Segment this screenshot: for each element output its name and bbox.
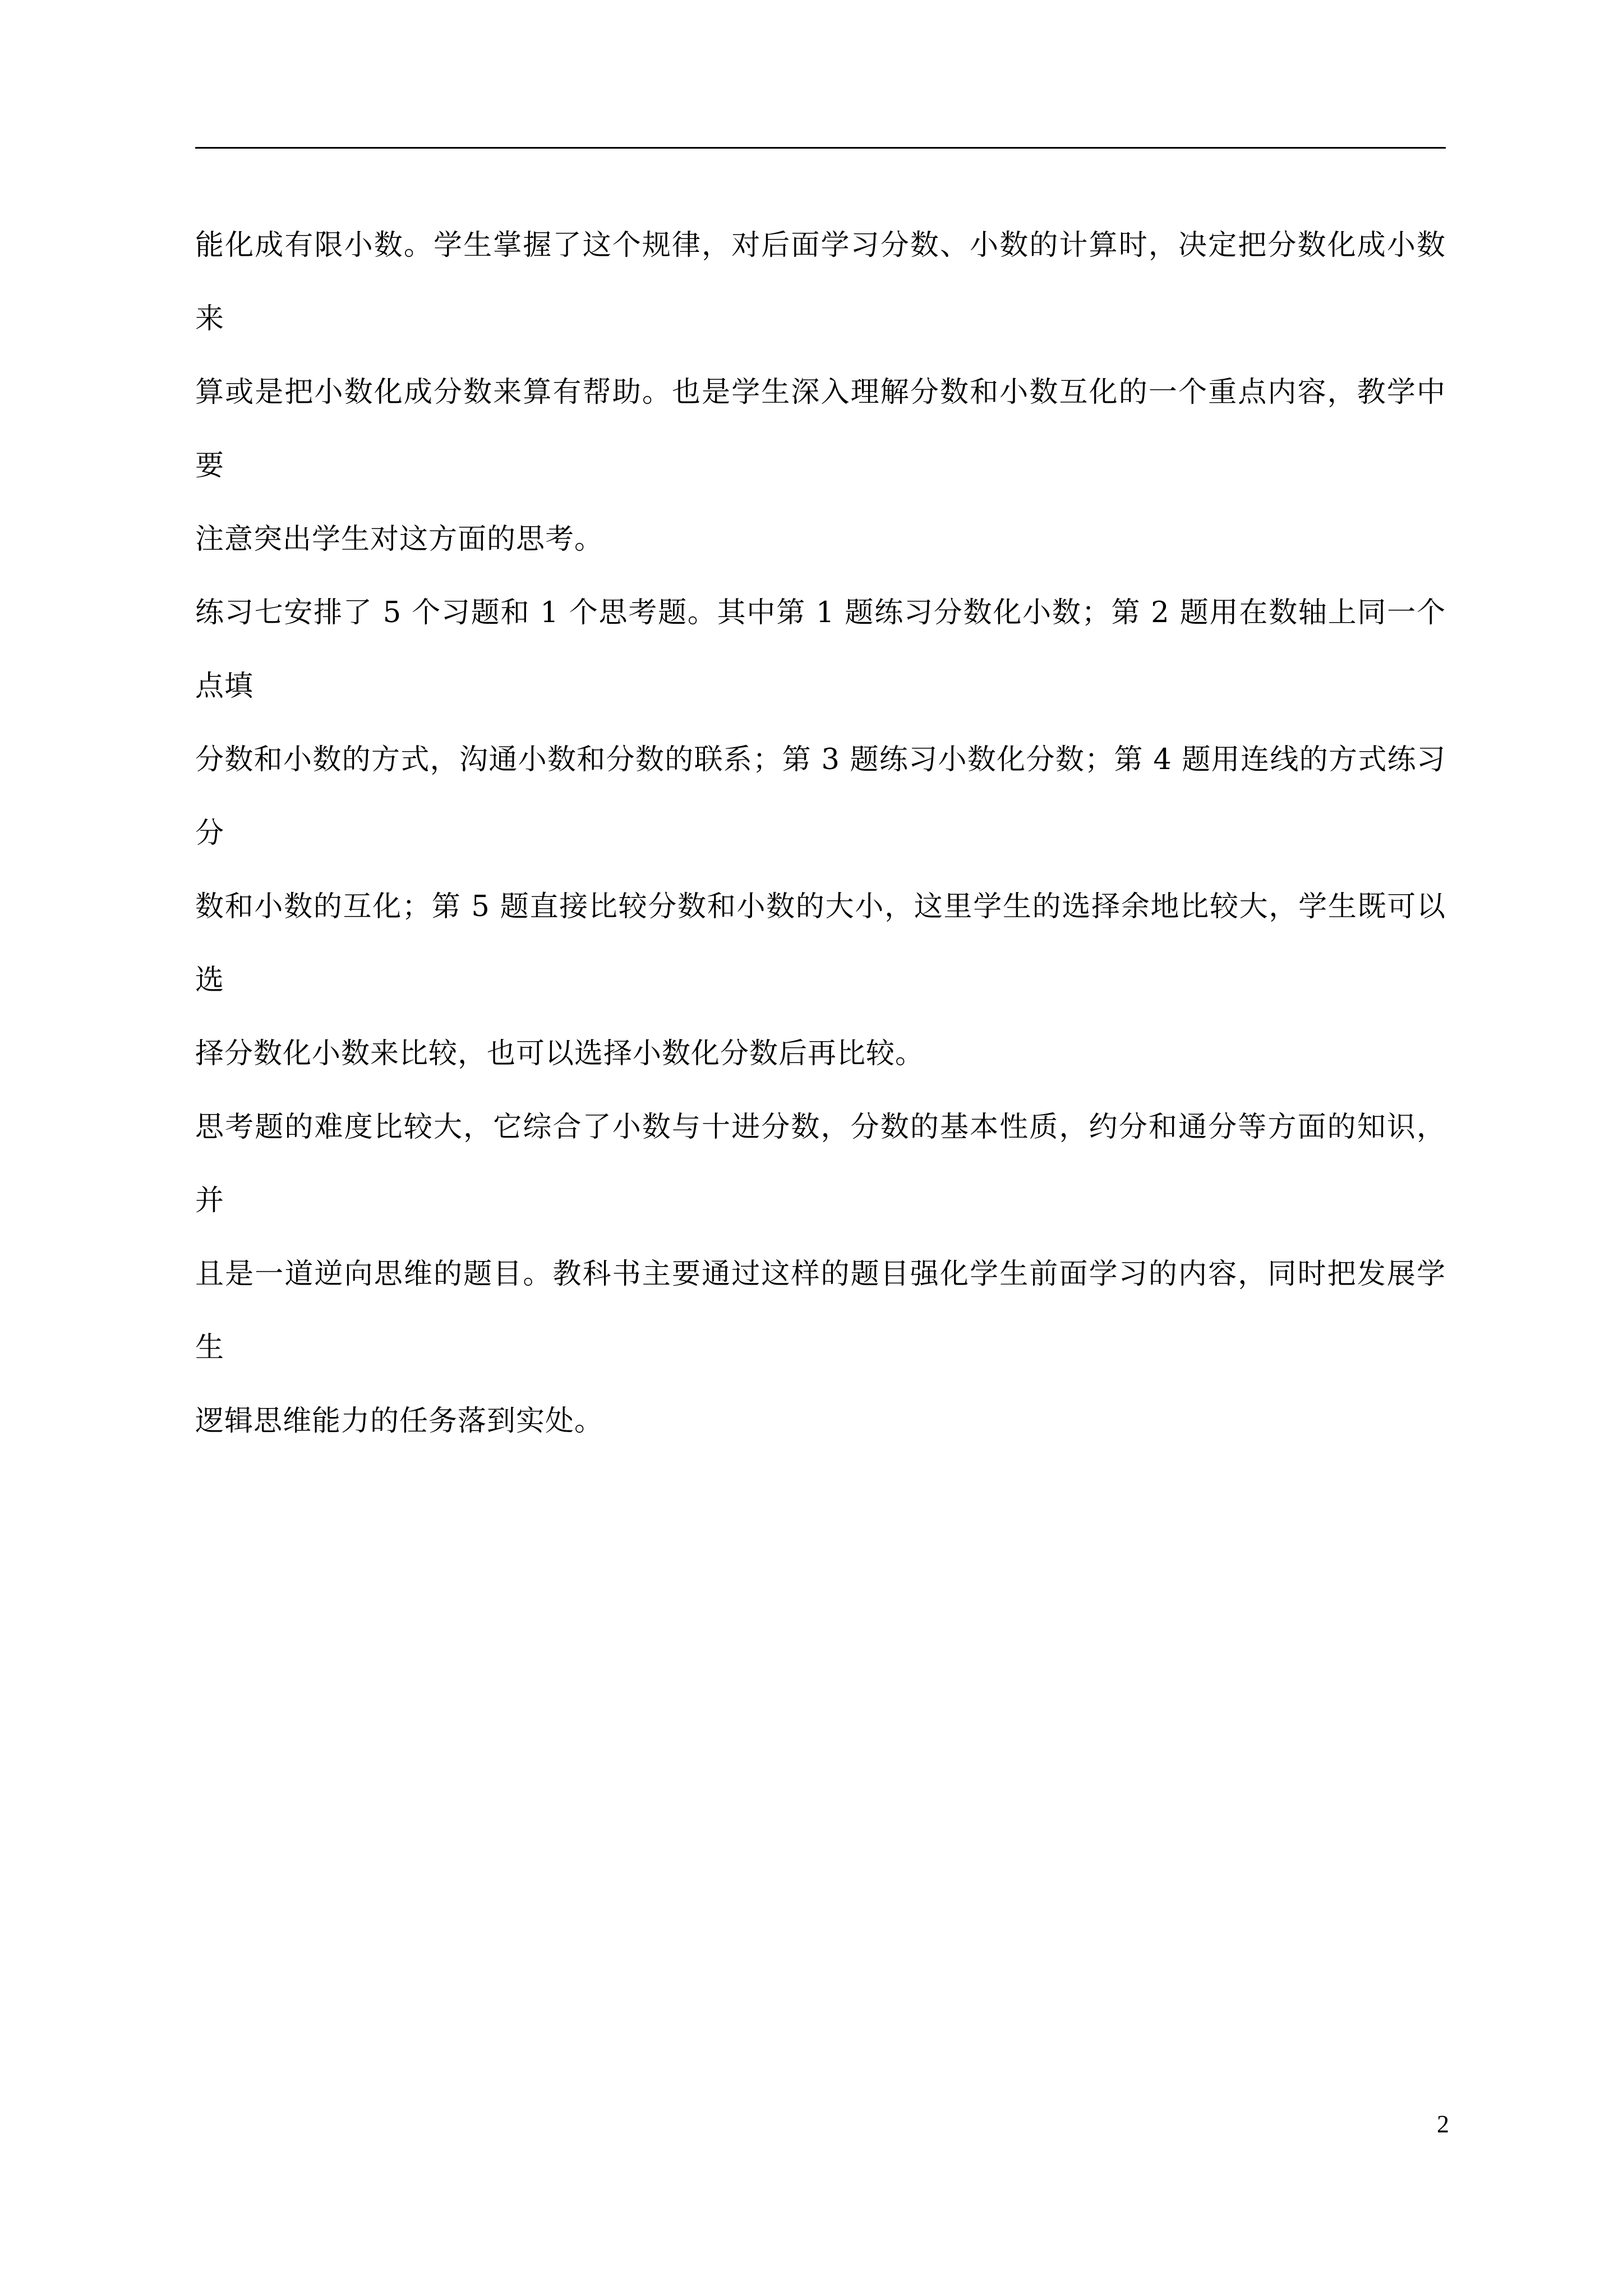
paragraph-1: [195, 209, 1446, 576]
page-number: 2: [1437, 2110, 1449, 2138]
paragraph-line: 逻辑思维能力的任务落到实处。: [195, 1405, 604, 1438]
paragraph-line: 能化成有限小数。学生掌握了这个规律，对后面学习分数、小数的计算时，决定把分数化成小数来: [195, 229, 1446, 335]
header-rule: [195, 147, 1446, 149]
paragraph-line: 数和小数的互化；第 5 题直接比较分数和小数的大小，这里学生的选择余地比较大，学生既可以选: [195, 890, 1446, 997]
paragraph-line: 且是一道逆向思维的题目。教科书主要通过这样的题目强化学生前面学习的内容，同时把发展学生: [195, 1258, 1446, 1364]
paragraph-line: 分数和小数的方式，沟通小数和分数的联系；第 3 题练习小数化分数；第 4 题用连线的方式练习分: [195, 743, 1446, 850]
paragraph-line: 算或是把小数化成分数来算有帮助。也是学生深入理解分数和小数互化的一个重点内容，教学中要: [195, 376, 1446, 482]
paragraph-line: 注意突出学生对这方面的思考。: [195, 523, 604, 556]
paragraph-line: 练习七安排了 5 个习题和 1 个思考题。其中第 1 题练习分数化小数；第 2 题用在数轴上同一个点填: [195, 596, 1446, 703]
paragraph-line: 择分数化小数来比较，也可以选择小数化分数后再比较。: [195, 1037, 925, 1070]
document-body: [195, 209, 1446, 1458]
paragraph-line: 思考题的难度比较大，它综合了小数与十进分数，分数的基本性质，约分和通分等方面的知识，并: [195, 1111, 1446, 1217]
paragraph-2: [195, 576, 1446, 1091]
paragraph-3: [195, 1091, 1446, 1458]
